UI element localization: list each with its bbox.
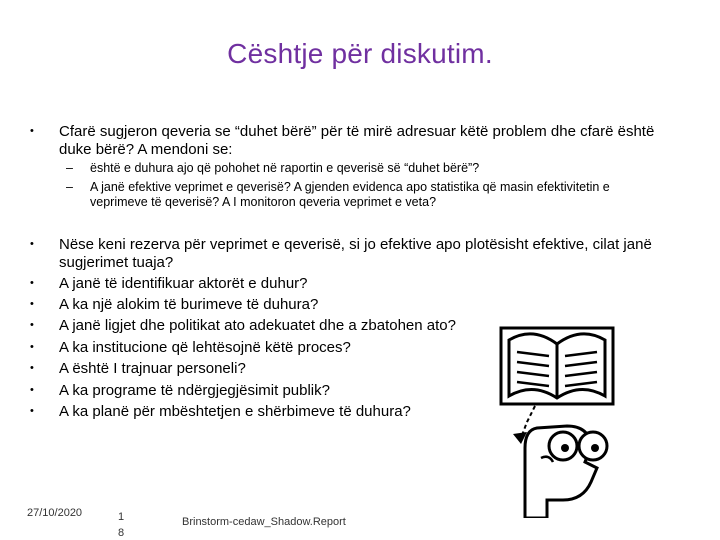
bullet-text: A ka institucione që lehtësojnë këtë proces? [59, 339, 351, 356]
bullet-marker: • [30, 298, 34, 310]
bullet-text: A është I trajnuar personeli? [59, 360, 246, 377]
bullet-text: A ka planë për mbështetjen e shërbimeve të duhura? [59, 403, 411, 420]
bullet-text: A janë të identifikuar aktorët e duhur? [59, 275, 308, 292]
slide-title: Cështje për diskutim. [227, 38, 493, 69]
bullet-text: A ka programe të ndërgjegjësimit publik? [59, 382, 330, 399]
dash-marker: – [66, 180, 73, 194]
bullet-marker: • [30, 277, 34, 289]
sub-bullet-text: A janë efektive veprimet e qeverisë? A gjenden evidenca apo statistika që masin efektivitetin e veprimeve të qeverisë? A I monitoron qeveria veprimet e veta? [90, 180, 610, 209]
sub-bullet-text: është e duhura ajo që pohohet në raportin e qeverisë së “duhet bërë”? [90, 161, 480, 175]
bullet-text: Nëse keni rezerva për veprimet e qeverisë, si jo efektive apo plotësisht efektive, cilat janë sugjerimet tuaja? [59, 236, 652, 271]
bullet-marker: • [30, 362, 34, 374]
person-reading-book-icon [497, 322, 619, 518]
bullet-marker: • [30, 384, 34, 396]
page-number-digit: 1 [118, 511, 125, 523]
bullet-marker: • [30, 319, 34, 331]
footer-date: 27/10/2020 [27, 507, 83, 519]
bullet-marker: • [30, 238, 34, 250]
page-number-digit: 8 [118, 527, 125, 539]
bullet-text: Cfarë sugjeron qeveria se “duhet bërë” për të mirë adresuar këtë problem dhe cfarë është duke bërë? A mendoni se: [59, 123, 655, 158]
footer-source: Brinstorm-cedaw_Shadow.Report [182, 516, 346, 528]
dash-marker: – [66, 161, 73, 175]
bullet-marker: • [30, 405, 34, 417]
bullet-marker: • [30, 125, 34, 137]
bullet-marker: • [30, 341, 34, 353]
bullet-text: A janë ligjet dhe politikat ato adekuatet dhe a zbatohen ato? [59, 317, 456, 334]
bullet-text: A ka një alokim të burimeve të duhura? [59, 296, 319, 313]
